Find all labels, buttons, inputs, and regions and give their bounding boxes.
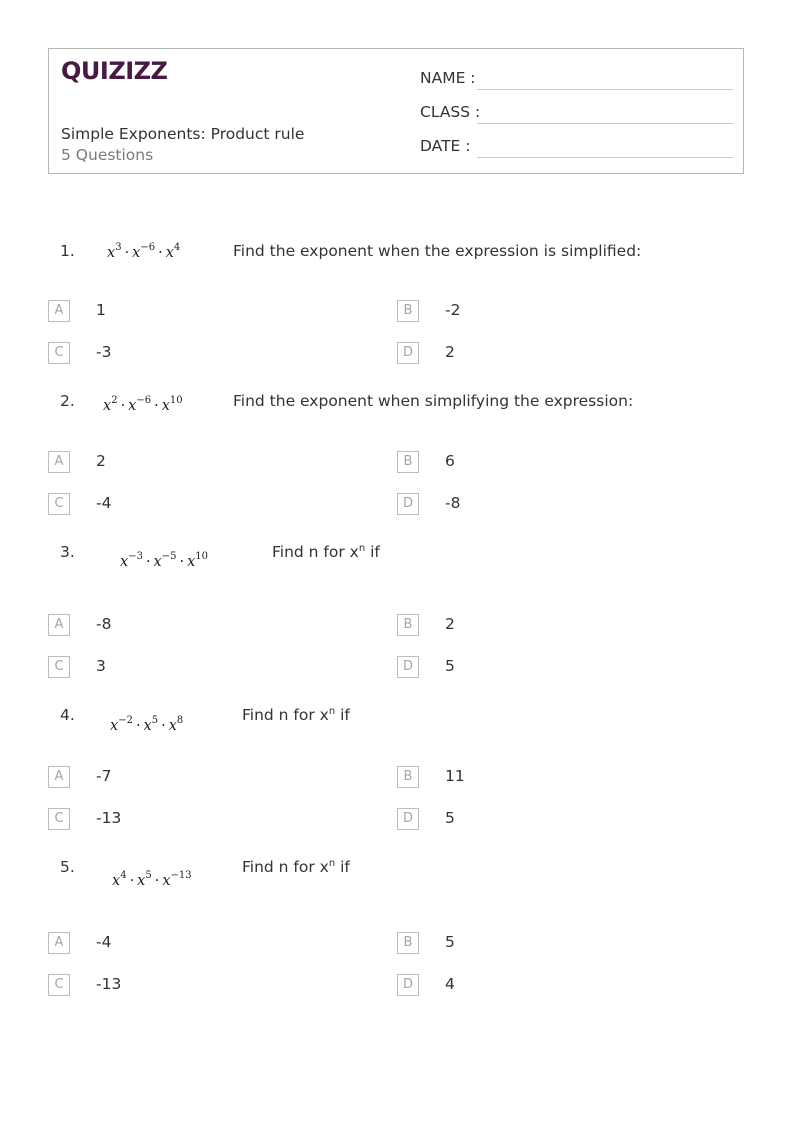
expr-exponent: 10: [195, 551, 209, 563]
option-a-box[interactable]: A: [48, 766, 70, 788]
option-c-box[interactable]: C: [48, 656, 70, 678]
option-b-box[interactable]: B: [397, 614, 419, 636]
expr-base: x: [128, 398, 137, 414]
question-number: 5.: [60, 858, 75, 876]
option-a-box[interactable]: A: [48, 932, 70, 954]
question-text: [233, 242, 641, 260]
name-label: NAME :: [420, 69, 476, 87]
option-d-box[interactable]: D: [397, 342, 419, 364]
option-c-value: -4: [96, 494, 112, 512]
quizizz-logo: QUIZIZZ: [61, 57, 168, 85]
expr-exponent: 3: [115, 242, 122, 254]
option-d-value: 5: [445, 657, 455, 675]
expr-exponent: −13: [170, 870, 192, 882]
option-c-box[interactable]: C: [48, 808, 70, 830]
expr-base: x: [107, 245, 116, 261]
question-text: [242, 858, 350, 876]
option-a-value: -7: [96, 767, 112, 785]
math-expression: [103, 395, 183, 414]
expr-exponent: −5: [161, 551, 177, 563]
option-a-value: -8: [96, 615, 112, 633]
expr-exponent: 4: [120, 870, 127, 882]
expr-exponent: 10: [169, 395, 183, 407]
question-text-main: Find the exponent when the expression is simplified:: [233, 242, 642, 260]
expr-exponent: −3: [128, 551, 143, 563]
question-number: 1.: [60, 242, 75, 260]
expr-exponent: 5: [145, 870, 152, 882]
option-b-box[interactable]: B: [397, 451, 419, 473]
option-a-box[interactable]: A: [48, 614, 70, 636]
expr-base: x: [143, 718, 152, 734]
question-text-main: Find n for x: [242, 858, 329, 876]
option-b-value: -2: [445, 301, 461, 319]
option-d-value: 4: [445, 975, 455, 993]
question-text-main: Find the exponent when simplifying the expression:: [233, 392, 634, 410]
question-text: [233, 392, 633, 410]
question-text: [242, 706, 350, 724]
option-c-box[interactable]: C: [48, 342, 70, 364]
expr-base: x: [112, 873, 121, 889]
question-text-after: if: [335, 706, 350, 724]
option-d-value: 2: [445, 343, 455, 361]
expr-base: x: [165, 245, 174, 261]
expr-base: x: [161, 398, 170, 414]
question-text-sup: n: [358, 542, 366, 554]
option-d-value: -8: [445, 494, 461, 512]
expr-base: x: [132, 245, 141, 261]
math-expression: [120, 551, 209, 570]
question-text-sup: n: [328, 857, 336, 869]
option-a-value: 1: [96, 301, 106, 319]
expr-exponent: −2: [118, 715, 133, 727]
question-number: 4.: [60, 706, 75, 724]
class-field-line[interactable]: [477, 123, 733, 124]
expr-base: x: [168, 718, 177, 734]
math-expression: [107, 242, 181, 261]
expr-exponent: 5: [151, 715, 159, 727]
option-a-value: 2: [96, 452, 106, 470]
math-expression: [110, 715, 184, 734]
option-d-box[interactable]: D: [397, 974, 419, 996]
expr-base: x: [187, 554, 196, 570]
multiply-dot-icon: ·: [124, 245, 130, 261]
multiply-dot-icon: ·: [158, 245, 163, 261]
option-d-box[interactable]: D: [397, 493, 419, 515]
math-expression: [112, 870, 192, 889]
multiply-dot-icon: ·: [129, 873, 135, 889]
expr-base: x: [153, 554, 162, 570]
question-text-after: if: [365, 543, 380, 561]
expr-exponent: −6: [140, 242, 156, 254]
expr-base: x: [120, 554, 129, 570]
question-text: [272, 543, 380, 561]
option-b-value: 2: [445, 615, 455, 633]
option-d-box[interactable]: D: [397, 656, 419, 678]
multiply-dot-icon: ·: [135, 718, 141, 734]
expr-base: x: [137, 873, 146, 889]
multiply-dot-icon: ·: [179, 554, 185, 570]
option-c-box[interactable]: C: [48, 974, 70, 996]
date-field-line[interactable]: [477, 157, 733, 158]
option-c-value: -3: [96, 343, 112, 361]
question-text-main: Find n for x: [242, 706, 329, 724]
multiply-dot-icon: ·: [161, 718, 166, 734]
option-b-box[interactable]: B: [397, 766, 419, 788]
multiply-dot-icon: ·: [154, 398, 159, 414]
option-b-value: 11: [445, 767, 465, 785]
option-d-box[interactable]: D: [397, 808, 419, 830]
option-c-value: -13: [96, 975, 122, 993]
question-count: 5 Questions: [61, 146, 154, 164]
question-text-sup: n: [328, 705, 336, 717]
option-a-value: -4: [96, 933, 112, 951]
expr-exponent: 8: [176, 715, 184, 727]
option-b-value: 5: [445, 933, 455, 951]
question-number: 3.: [60, 543, 75, 561]
question-text-main: Find n for x: [272, 543, 359, 561]
expr-exponent: −6: [136, 395, 152, 407]
expr-base: x: [103, 398, 112, 414]
name-field-line[interactable]: [477, 89, 733, 90]
worksheet-title: Simple Exponents: Product rule: [61, 125, 305, 143]
option-a-box[interactable]: A: [48, 300, 70, 322]
date-label: DATE :: [420, 137, 471, 155]
option-c-value: 3: [96, 657, 106, 675]
expr-base: x: [110, 718, 119, 734]
expr-base: x: [162, 873, 171, 889]
option-a-box[interactable]: A: [48, 451, 70, 473]
option-b-box[interactable]: B: [397, 300, 419, 322]
class-label: CLASS :: [420, 103, 481, 121]
multiply-dot-icon: ·: [145, 554, 151, 570]
multiply-dot-icon: ·: [154, 873, 160, 889]
question-number: 2.: [60, 392, 75, 410]
question-text-after: if: [335, 858, 350, 876]
expr-exponent: 2: [111, 395, 118, 407]
option-c-value: -13: [96, 809, 122, 827]
option-d-value: 5: [445, 809, 455, 827]
option-c-box[interactable]: C: [48, 493, 70, 515]
worksheet-header: [48, 48, 744, 174]
multiply-dot-icon: ·: [120, 398, 126, 414]
expr-exponent: 4: [173, 242, 181, 254]
option-b-value: 6: [445, 452, 455, 470]
option-b-box[interactable]: B: [397, 932, 419, 954]
